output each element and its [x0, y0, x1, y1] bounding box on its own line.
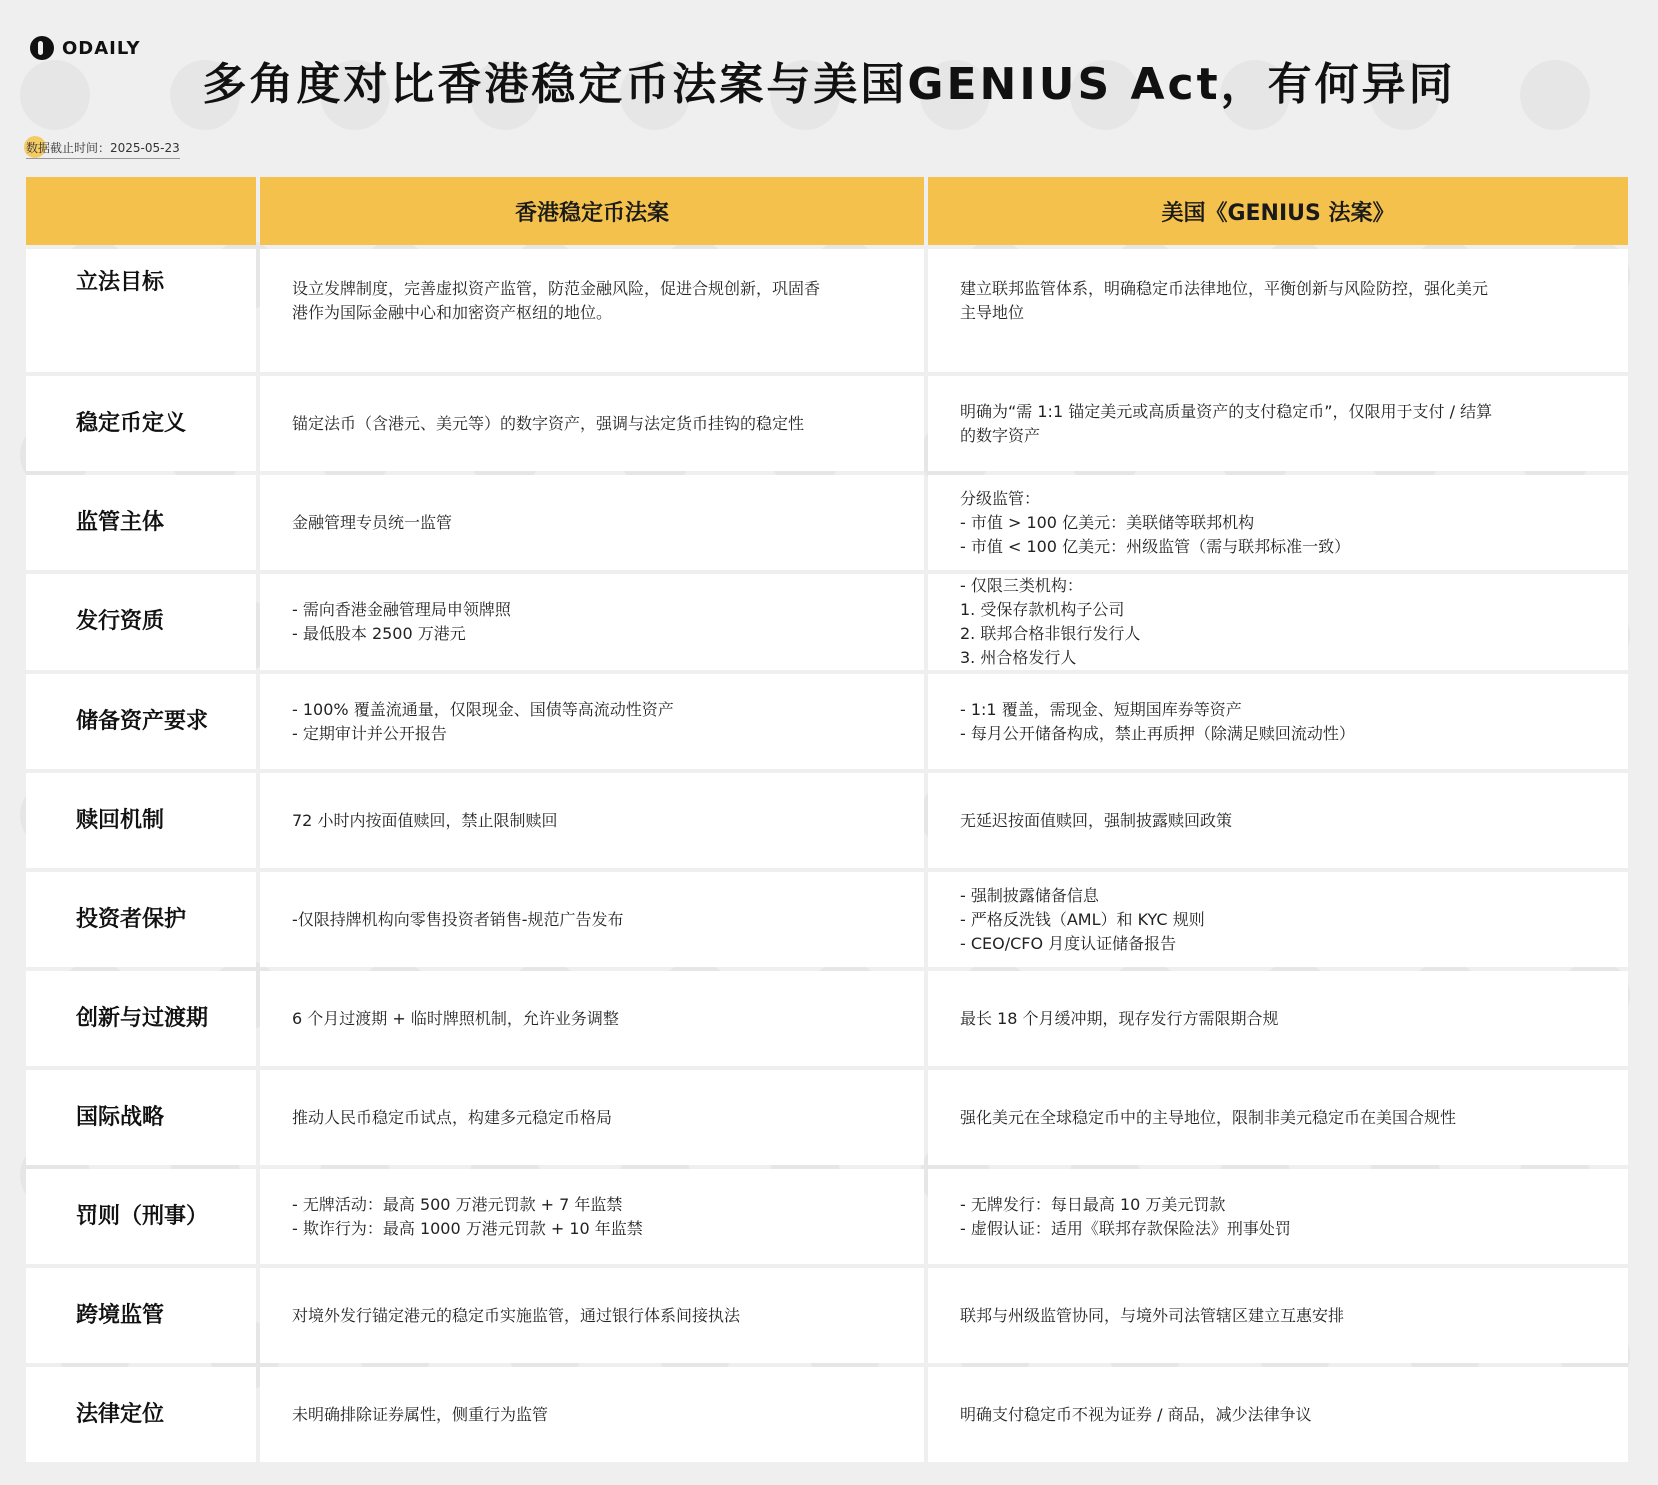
hk-cell [260, 574, 924, 670]
us-cell-line: 最长 18 个月缓冲期，现存发行方需限期合规 [960, 1008, 1279, 1028]
table-row [26, 773, 1628, 868]
table-row [26, 971, 1628, 1066]
hk-cell-line: 设立发牌制度，完善虚拟资产监管，防范金融风险，促进合规创新，巩固香 [292, 279, 821, 298]
hk-cell-line: - 100% 覆盖流通量，仅限现金、国债等高流动性资产 [292, 699, 674, 719]
us-cell-line: - 虚假认证：适用《联邦存款保险法》刑事处罚 [960, 1218, 1291, 1238]
hk-cell [260, 872, 924, 967]
hk-cell [260, 674, 924, 769]
us-cell-line: 无延迟按面值赎回，强制披露赎回政策 [960, 810, 1233, 830]
row-label: 监管主体 [26, 475, 256, 570]
us-cell [928, 872, 1628, 967]
us-cell-line: 强化美元在全球稳定币中的主导地位，限制非美元稳定币在美国合规性 [960, 1107, 1457, 1127]
us-cell-line: 分级监管： [960, 488, 1041, 508]
brand-name: ODAILY [62, 37, 141, 59]
row-label: 赎回机制 [26, 773, 256, 868]
us-cell-line: - 每月公开储备构成，禁止再质押（除满足赎回流动性） [960, 723, 1355, 743]
row-label: 跨境监管 [26, 1268, 256, 1363]
row-label: 稳定币定义 [26, 376, 256, 471]
us-cell-line: - 仅限三类机构： [960, 576, 1083, 595]
us-cell [928, 674, 1628, 769]
hk-cell [260, 773, 924, 868]
hk-cell-line: - 需向香港金融管理局申领牌照 [292, 600, 511, 619]
hk-cell-line: 对境外发行锚定港元的稳定币实施监管，通过银行体系间接执法 [292, 1305, 741, 1325]
us-cell-line: 建立联邦监管体系，明确稳定币法律地位，平衡创新与风险防控，强化美元 [960, 279, 1489, 298]
us-cell-line: 明确支付稳定币不视为证券 / 商品，减少法律争议 [960, 1404, 1312, 1424]
table-row [26, 249, 1628, 372]
table-row [26, 1070, 1628, 1165]
table-row [26, 872, 1628, 967]
row-label: 立法目标 [26, 249, 256, 372]
table-header-row [26, 177, 1628, 245]
us-cell-line: 主导地位 [960, 303, 1025, 322]
hk-cell [260, 1169, 924, 1264]
table-row [26, 1169, 1628, 1264]
us-cell [928, 1268, 1628, 1363]
us-cell-line: - 市值 > 100 亿美元：美联储等联邦机构 [960, 512, 1255, 532]
hk-cell [260, 376, 924, 471]
hk-cell [260, 1070, 924, 1165]
hk-cell-line: 未明确排除证券属性，侧重行为监管 [292, 1404, 549, 1424]
header-corner [26, 177, 256, 245]
table-row [26, 574, 1628, 670]
hk-cell-line: 6 个月过渡期 + 临时牌照机制，允许业务调整 [292, 1008, 619, 1028]
us-cell-line: 明确为“需 1:1 锚定美元或高质量资产的支付稳定币”，仅限用于支付 / 结算 [960, 401, 1493, 421]
us-cell [928, 971, 1628, 1066]
hk-cell-line: - 最低股本 2500 万港元 [292, 624, 466, 643]
table-row [26, 376, 1628, 471]
data-cutoff-date: 数据截止时间：2025-05-23 [26, 139, 180, 159]
us-cell [928, 249, 1628, 372]
us-cell-line: - 强制披露储备信息 [960, 885, 1099, 905]
table-row [26, 674, 1628, 769]
table-row [26, 1367, 1628, 1462]
us-cell [928, 376, 1628, 471]
us-cell-line: - 市值 < 100 亿美元：州级监管（需与联邦标准一致） [960, 536, 1351, 556]
hk-cell-line: 港作为国际金融中心和加密资产枢纽的地位。 [292, 303, 613, 322]
us-cell-line: 联邦与州级监管协同，与境外司法管辖区建立互惠安排 [960, 1305, 1345, 1325]
table-row [26, 475, 1628, 570]
hk-cell [260, 249, 924, 372]
us-cell [928, 475, 1628, 570]
hk-cell-line: 推动人民币稳定币试点，构建多元稳定币格局 [292, 1107, 613, 1127]
header-hk: 香港稳定币法案 [260, 177, 924, 245]
us-cell-line: 2. 联邦合格非银行发行人 [960, 624, 1141, 643]
row-label: 国际战略 [26, 1070, 256, 1165]
us-cell [928, 1367, 1628, 1462]
hk-cell-line: 锚定法币（含港元、美元等）的数字资产，强调与法定货币挂钩的稳定性 [292, 413, 805, 433]
us-cell-line: 1. 受保存款机构子公司 [960, 600, 1125, 619]
us-cell-line: - 无牌发行：每日最高 10 万美元罚款 [960, 1194, 1226, 1214]
hk-cell [260, 1367, 924, 1462]
header-us: 美国《GENIUS 法案》 [928, 177, 1628, 245]
us-cell-line: - 严格反洗钱（AML）和 KYC 规则 [960, 909, 1205, 929]
comparison-table [22, 173, 1632, 1466]
us-cell-line: 3. 州合格发行人 [960, 648, 1077, 667]
us-cell-line: - 1:1 覆盖，需现金、短期国库券等资产 [960, 699, 1242, 719]
row-label: 创新与过渡期 [26, 971, 256, 1066]
hk-cell-line: 金融管理专员统一监管 [292, 512, 453, 532]
hk-cell [260, 1268, 924, 1363]
page-title: 多角度对比香港稳定币法案与美国GENIUS Act，有何异同 [202, 59, 1456, 110]
us-cell-line: 的数字资产 [960, 425, 1041, 445]
us-cell [928, 1070, 1628, 1165]
us-cell-line: - CEO/CFO 月度认证储备报告 [960, 933, 1177, 953]
hk-cell [260, 971, 924, 1066]
hk-cell-line: - 无牌活动：最高 500 万港元罚款 + 7 年监禁 [292, 1194, 623, 1214]
row-label: 储备资产要求 [26, 674, 256, 769]
hk-cell [260, 475, 924, 570]
row-label: 发行资质 [26, 574, 256, 670]
hk-cell-line: - 定期审计并公开报告 [292, 723, 447, 743]
row-label: 法律定位 [26, 1367, 256, 1462]
row-label: 投资者保护 [26, 872, 256, 967]
hk-cell-line: 72 小时内按面值赎回，禁止限制赎回 [292, 810, 558, 830]
us-cell [928, 1169, 1628, 1264]
hk-cell-line: - 欺诈行为：最高 1000 万港元罚款 + 10 年监禁 [292, 1218, 643, 1238]
hk-cell-line: -仅限持牌机构向零售投资者销售-规范广告发布 [292, 909, 624, 929]
row-label: 罚则（刑事） [26, 1169, 256, 1264]
us-cell [928, 574, 1628, 670]
us-cell [928, 773, 1628, 868]
table-row [26, 1268, 1628, 1363]
